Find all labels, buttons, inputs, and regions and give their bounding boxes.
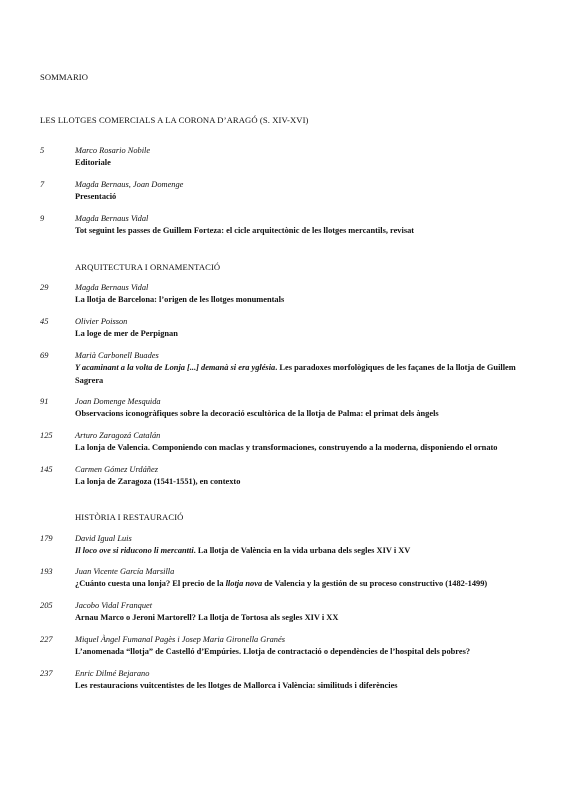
title-part-italic: llotja nova [225,579,263,588]
title-part: Presentació [75,192,117,201]
title-part: Les restauracions vuitcentistes de les llotges de Mallorca i València: similituds i diferències [75,681,398,690]
entry-page-number: 7 [40,180,45,189]
entry-author: Miquel Àngel Fumanal Pagès i Josep Maria Gironella Granés [75,635,285,644]
section-heading: HISTÒRIA I RESTAURACIÓ [75,512,184,522]
entry-page-number: 5 [40,146,45,155]
entry-author: Magda Bernaus Vidal [75,283,149,292]
entry-title [75,362,531,387]
entry-title [75,157,531,170]
issue-title: LES LLOTGES COMERCIALS A LA CORONA D’ARAGÓ (S. XIV-XVI) [40,115,309,125]
entry-title [75,408,531,421]
entry-page-number: 29 [40,283,49,292]
entry-page-number: 45 [40,317,49,326]
entry-author: Enric Dilmé Bejarano [75,669,150,678]
entry-title [75,476,531,489]
entry-page-number: 205 [40,601,53,610]
title-part: ¿Cuánto cuesta una lonja? El precio de la [75,579,226,588]
title-part: La loge de mer de Perpignan [75,329,178,338]
entry-author: Marco Rosario Nobile [75,146,151,155]
entry-author: David Igual Luis [75,534,132,543]
entry-page-number: 227 [40,635,53,644]
entry-author: Carmen Gómez Urdáñez [75,465,158,474]
entry-title [75,545,531,558]
entry-title [75,328,531,341]
title-part: Observacions iconogràfiques sobre la decoració escultòrica de la llotja de Palma: el primat dels àngels [75,409,439,418]
entry-title [75,294,531,307]
title-part: La lonja de Zaragoza (1541-1551), en contexto [75,477,241,486]
entry-page-number: 69 [40,351,49,360]
title-part: . La llotja de València en la vida urbana dels segles XIV i XV [193,546,411,555]
title-part-italic: Y acaminant a la volta de Lonja [...] demanà si era yglésia [75,363,276,372]
entry-author: Juan Vicente García Marsilla [75,567,175,576]
title-part: Editoriale [75,158,111,167]
entry-title [75,442,531,455]
entry-author: Olivier Poisson [75,317,128,326]
entry-page-number: 193 [40,567,53,576]
section-heading: ARQUITECTURA I ORNAMENTACIÓ [75,262,221,272]
entry-author: Marià Carbonell Buades [75,351,159,360]
page-heading: SOMMARIO [40,72,89,82]
entry-title [75,680,531,693]
title-part: La lonja de Valencia. Componiendo con maclas y transformaciones, construyendo a la moderna, disponiendo el ornato [75,443,498,452]
entry-page-number: 179 [40,534,53,543]
entry-title [75,191,531,204]
entry-author: Jacobo Vidal Franquet [75,601,153,610]
title-part: . Les paradoxes morfològiques de les façanes de la llotja de Guillem Sagrera [75,363,516,385]
title-part: Arnau Marco o Jeroni Martorell? La llotja de Tortosa als segles XIV i XX [75,613,339,622]
entry-page-number: 91 [40,397,49,406]
entry-page-number: 237 [40,669,53,678]
entry-author: Magda Bernaus Vidal [75,214,149,223]
title-part: L’anomenada “llotja” de Castelló d’Empúries. Llotja de contractació o dependències de l’hospital dels pobres? [75,647,471,656]
title-part: de Valencia y la gestión de su proceso constructivo (1482-1499) [262,579,488,588]
title-part: Tot seguint les passes de Guillem Forteza: el cicle arquitectònic de les llotges mercantils, revisat [75,226,415,235]
entry-author: Magda Bernaus, Joan Domenge [75,180,184,189]
entry-title [75,612,531,625]
entry-title [75,646,531,659]
entry-page-number: 145 [40,465,53,474]
entry-page-number: 9 [40,214,45,223]
entry-title [75,225,531,238]
entry-author: Joan Domenge Mesquida [75,397,161,406]
title-part-italic: Il loco ove si riducono li mercantti [75,546,194,555]
title-part: La llotja de Barcelona: l’origen de les llotges monumentals [75,295,285,304]
entry-author: Arturo Zaragozá Catalán [75,431,161,440]
entry-title [75,578,531,591]
entry-page-number: 125 [40,431,53,440]
